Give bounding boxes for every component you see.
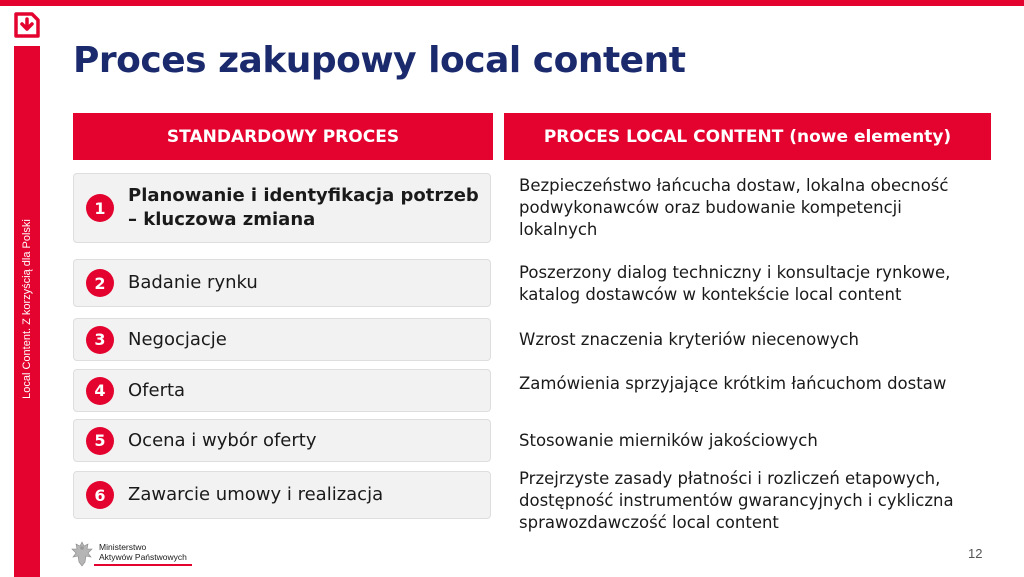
step-3-description [519,329,979,351]
step-4 [73,369,491,412]
step-4-description [519,373,979,395]
page-number: 12 [968,546,983,561]
step-number-badge: 2 [86,269,114,297]
step-3 [73,318,491,361]
step-label: Badanie rynku [128,272,258,293]
description-line: katalog dostawców w kontekście local content [519,285,902,304]
step-label: Oferta [128,379,186,401]
step-6 [73,471,491,519]
description-line: Zamówienia sprzyjające krótkim łańcuchom dostaw [519,374,947,393]
description-line: sprawozdawczość local content [519,513,779,532]
ministry-underline [94,564,192,566]
header-local-content-process: PROCES LOCAL CONTENT (nowe elementy) [504,113,991,160]
ministry-name-line2: Aktywów Państwowych [99,552,187,562]
step-label [128,184,479,232]
description-line: Bezpieczeństwo łańcucha dostaw, lokalna obecność [519,176,949,195]
step-5 [73,419,491,462]
step-2-description [519,262,979,306]
header-standard-process: STANDARDOWY PROCES [73,113,493,160]
ministry-logo [70,540,192,568]
step-number-badge: 6 [86,481,114,509]
description-line: Poszerzony dialog techniczny i konsultacje rynkowe, [519,263,951,282]
step-label-line: Planowanie i identyfikacja potrzeb [128,185,479,206]
step-number-badge: 1 [86,194,114,222]
top-accent-bar [0,0,1024,6]
step-label: Negocjacje [128,328,227,350]
description-line: Wzrost znaczenia kryteriów niecenowych [519,330,859,349]
step-1 [73,173,491,243]
description-line: Stosowanie mierników jakościowych [519,431,818,450]
step-label-line: – kluczowa zmiana [128,209,316,230]
page-title: Proces zakupowy local content [73,40,686,81]
description-line: Przejrzyste zasady płatności i rozliczeń etapowych, [519,469,941,488]
side-stripe-text: Local Content. Z korzyścią dla Polski [21,219,33,399]
step-6-description [519,468,979,534]
description-line: dostępność instrumentów gwarancyjnych i cykliczna [519,491,954,510]
step-number-badge: 3 [86,326,114,354]
logo-icon [12,10,42,40]
step-2 [73,259,491,307]
description-line: lokalnych [519,220,598,239]
ministry-name-line1: Ministerstwo [99,542,147,552]
step-1-description [519,175,979,241]
step-label: Ocena i wybór oferty [128,429,317,451]
step-number-badge: 5 [86,427,114,455]
step-label: Zawarcie umowy i realizacja [128,484,384,505]
description-line: podwykonawców oraz budowanie kompetencji [519,198,902,217]
step-5-description [519,430,979,452]
eagle-emblem-icon [70,540,94,568]
step-number-badge: 4 [86,377,114,405]
